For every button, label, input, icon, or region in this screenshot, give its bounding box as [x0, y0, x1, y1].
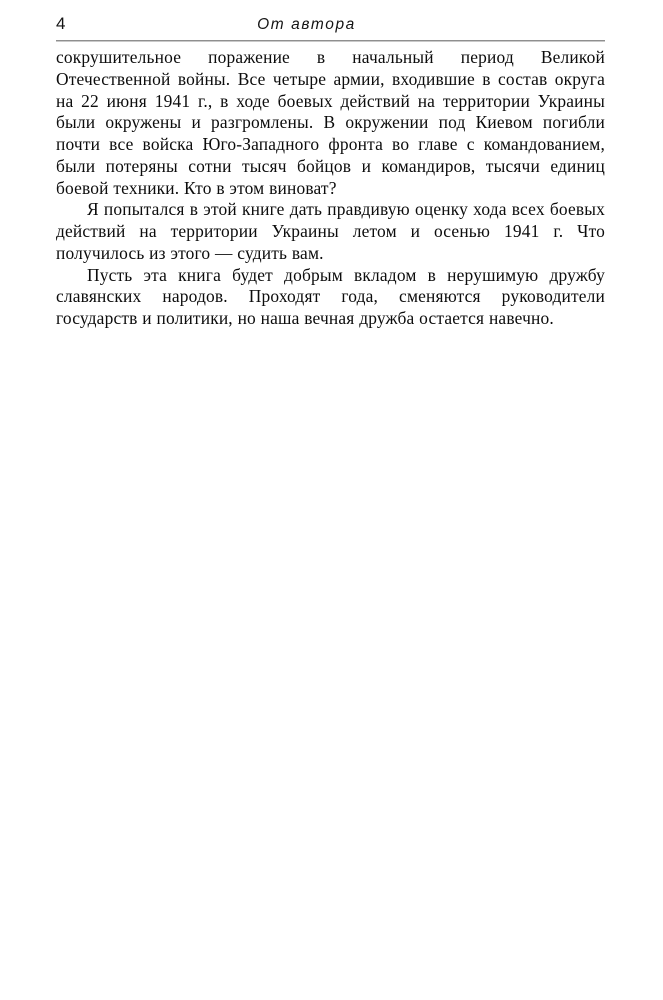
running-head: [56, 12, 605, 38]
header-divider: [56, 40, 605, 42]
paragraph: Я попытался в этой книге дать правдивую оценку хода всех боевых действий на территории Украины летом и осенью 1941 г. Что получилось из этого — судить вам.: [56, 199, 605, 263]
paragraph: Пусть эта книга будет добрым вкладом в нерушимую дружбу славянских народов. Проходят года, сменяются руководители государств и политики, но наша вечная дружба остается навечно.: [56, 264, 605, 328]
running-head-title: От автора: [257, 16, 356, 33]
body-text-block: [56, 47, 605, 330]
page-number: 4: [56, 14, 66, 33]
paragraph: сокрушительное поражение в начальный период Великой Отечественной войны. Все четыре армии, входившие в состав округа на 22 июня 1941 г., в ходе боевых действий на территории Украины были окружены и разгромлены. В окружении под Киевом погибли почти все войска Юго-Западного фронта во главе с командованием, были потеряны сотни тысяч бойцов и командиров, тысячи единиц боевой техники. Кто в этом виноват?: [56, 47, 605, 198]
